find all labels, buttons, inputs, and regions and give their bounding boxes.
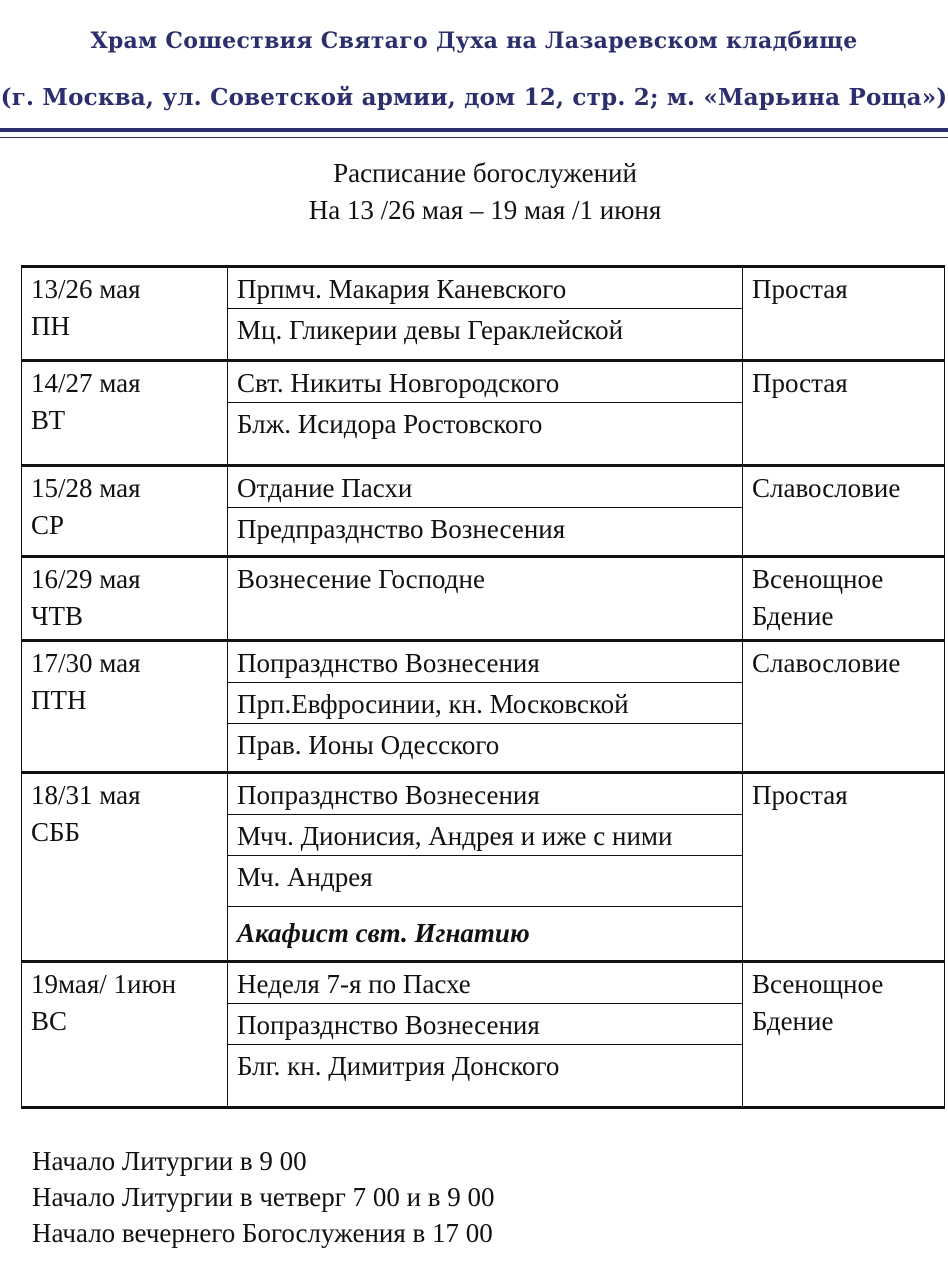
event-item: Попразднство Вознесения xyxy=(228,774,742,815)
event-item: Мчч. Дионисия, Андрея и иже с ними xyxy=(228,815,742,856)
event-item: Неделя 7-я по Пасхе xyxy=(228,963,742,1004)
event-item: Попразднство Вознесения xyxy=(228,642,742,683)
date-cell xyxy=(22,361,228,466)
service-type: Славословие xyxy=(743,641,945,773)
schedule-table xyxy=(21,265,945,1109)
event-item: Предпразднство Вознесения xyxy=(237,514,566,544)
table-row xyxy=(22,641,945,773)
events-cell xyxy=(228,962,743,1108)
events-cell xyxy=(228,773,743,962)
event-item: Мц. Гликерии девы Гераклейской xyxy=(237,315,624,345)
table-row xyxy=(22,557,945,641)
events-cell xyxy=(228,466,743,557)
events-cell xyxy=(228,641,743,773)
date-label: 17/30 мая xyxy=(31,648,141,678)
akathist-item: Акафист свт. Игнатию xyxy=(237,918,530,948)
date-label: 19мая/ 1июн xyxy=(31,969,177,999)
thursday-liturgy-time: Начало Литургии в четверг 7 00 и в 9 00 xyxy=(32,1182,495,1212)
event-item: Отдание Пасхи xyxy=(228,467,742,508)
event-item: Попразднство Вознесения xyxy=(228,1004,742,1045)
weekday-label: ВТ xyxy=(31,405,66,435)
service-type: Славословие xyxy=(743,466,945,557)
table-row xyxy=(22,361,945,466)
liturgy-time: Начало Литургии в 9 00 xyxy=(32,1146,307,1176)
church-name: Храм Сошествия Святаго Духа на Лазаревском кладбище xyxy=(90,28,858,54)
date-label: 14/27 мая xyxy=(31,368,141,398)
event-item: Свт. Никиты Новгородского xyxy=(228,362,742,403)
event-item: Вознесение Господне xyxy=(237,564,485,594)
date-cell xyxy=(22,267,228,361)
weekday-label: СББ xyxy=(31,817,81,847)
date-label: 16/29 мая xyxy=(31,564,141,594)
events-cell xyxy=(228,361,743,466)
weekday-label: СР xyxy=(31,510,65,540)
event-item: Прпмч. Макария Каневского xyxy=(228,268,742,309)
evening-service-time: Начало вечернего Богослужения в 17 00 xyxy=(32,1218,493,1248)
events-cell xyxy=(228,557,743,641)
date-cell xyxy=(22,641,228,773)
schedule-title: Расписание богослужений xyxy=(333,158,637,188)
date-cell xyxy=(22,962,228,1108)
weekday-label: ЧТВ xyxy=(31,601,84,631)
service-type: Простая xyxy=(743,361,945,466)
date-label: 15/28 мая xyxy=(31,473,141,503)
event-item: Мч. Андрея xyxy=(228,856,742,907)
date-cell xyxy=(22,557,228,641)
service-type: Простая xyxy=(743,773,945,962)
event-item: Прп.Евфросинии, кн. Московской xyxy=(228,683,742,724)
table-row xyxy=(22,773,945,962)
church-address: (г. Москва, ул. Советской армии, дом 12, стр. 2; м. «Марьина Роща») xyxy=(0,84,948,111)
event-item: Прав. Ионы Одесского xyxy=(237,730,500,760)
header-rule-thin xyxy=(0,137,948,138)
event-item: Блж. Исидора Ростовского xyxy=(237,409,543,439)
table-row xyxy=(22,962,945,1108)
table-row xyxy=(22,267,945,361)
date-cell xyxy=(22,773,228,962)
date-cell xyxy=(22,466,228,557)
weekday-label: ПН xyxy=(31,311,70,341)
weekday-label: ПТН xyxy=(31,685,87,715)
weekday-label: ВС xyxy=(31,1006,68,1036)
event-item: Блг. кн. Димитрия Донского xyxy=(237,1051,560,1081)
date-label: 13/26 мая xyxy=(31,274,141,304)
service-type: Всенощное Бдение xyxy=(743,962,945,1108)
schedule-period: На 13 /26 мая – 19 мая /1 июня xyxy=(308,195,662,225)
table-row xyxy=(22,466,945,557)
service-type: Простая xyxy=(743,267,945,361)
header-rule-thick xyxy=(0,128,948,132)
date-label: 18/31 мая xyxy=(31,780,141,810)
events-cell xyxy=(228,267,743,361)
service-type: Всенощное Бдение xyxy=(743,557,945,641)
